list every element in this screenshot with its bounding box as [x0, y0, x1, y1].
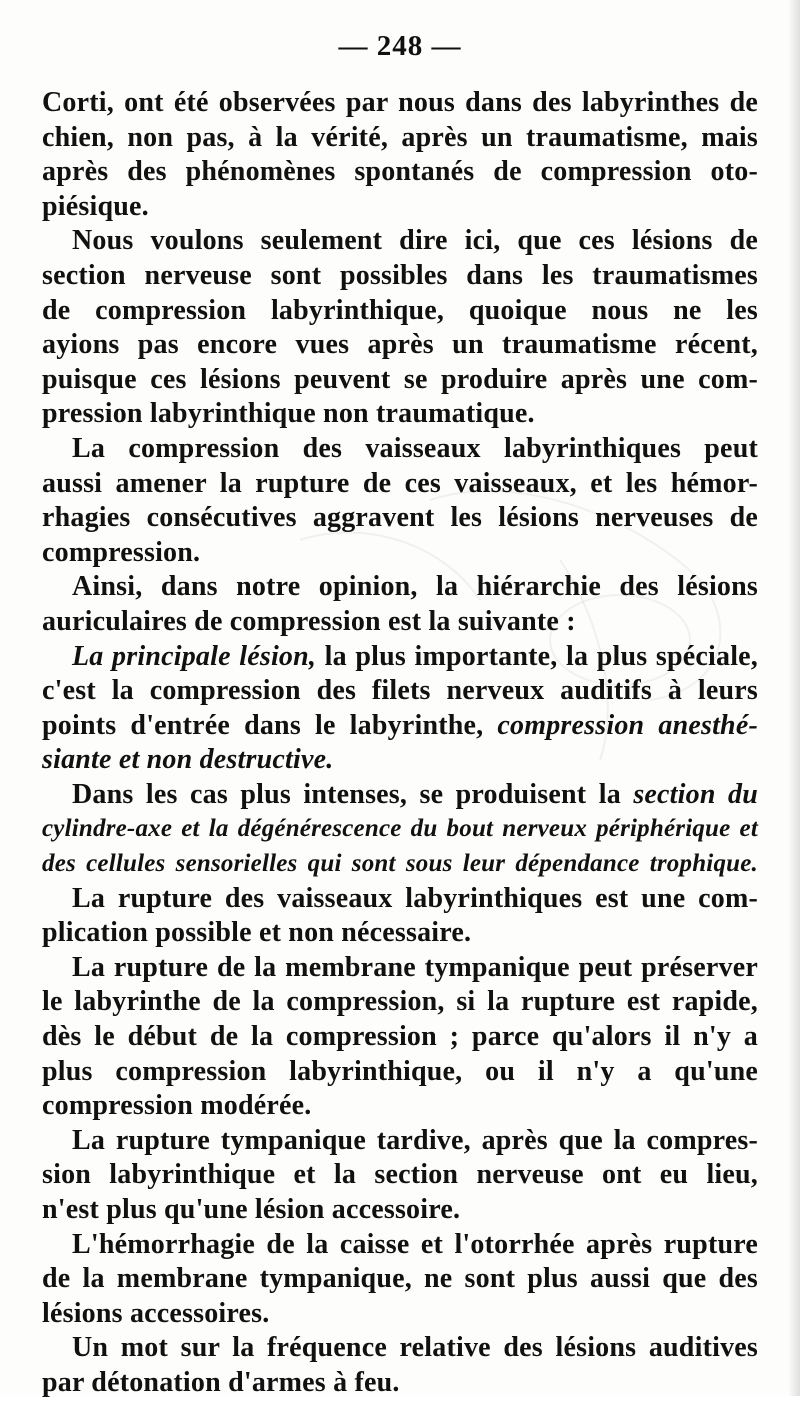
text-line: [42, 743, 758, 778]
italic-phrase: compression anesthé-: [497, 709, 758, 741]
text-line: rhagies consécutives aggravent les lésions nerveuses de: [42, 502, 758, 534]
italic-phrase: La principale lésion,: [72, 640, 317, 672]
text-line: chien, non pas, à la vérité, après un traumatisme, mais: [42, 121, 758, 153]
text-run: la plus importante, la plus spéciale,: [316, 640, 758, 672]
text-line: La compression des vaisseaux labyrinthiques peut: [72, 432, 758, 464]
text-line: dès le début de la compression ; parce qu'alors il n'y a: [42, 1021, 758, 1053]
text-line: Nous voulons seulement dire ici, que ces lésions de: [72, 225, 758, 257]
text-line: de compression labyrinthique, quoique nous ne les: [42, 294, 758, 326]
text-line: c'est la compression des filets nerveux auditifs à leurs: [42, 675, 758, 707]
text-line: par détonation d'armes à feu.: [42, 1366, 400, 1398]
text-line: piésique.: [42, 190, 149, 222]
text-run: points d'entrée dans le labyrinthe,: [42, 709, 498, 741]
text-line: de la membrane tympanique, ne sont plus aussi que des: [42, 1263, 758, 1295]
text-line: le labyrinthe de la compression, si la rupture est rapide,: [42, 986, 758, 1018]
text-line: La rupture de la membrane tympanique peut préserver: [72, 951, 758, 983]
text-line: ayions pas encore vues après un traumatisme récent,: [42, 329, 758, 361]
text-line: lésions accessoires.: [42, 1297, 270, 1329]
text-line: plication possible et non nécessaire.: [42, 917, 472, 949]
text-line: puisque ces lésions peuvent se produire après une com-: [42, 363, 758, 395]
body-text: [42, 86, 758, 1401]
text-line: Un mot sur la fréquence relative des lésions auditives: [72, 1332, 758, 1364]
text-line: plus compression labyrinthique, ou il n'y a qu'une: [42, 1055, 758, 1087]
text-line: Corti, ont été observées par nous dans des labyrinthes de: [42, 87, 758, 118]
text-line: [42, 709, 758, 744]
text-line: [42, 778, 758, 813]
text-line: auriculaires de compression est la suivante :: [42, 605, 576, 637]
text-line: cylindre-axe et la dégénérescence du bout nerveux périphérique et: [42, 815, 758, 843]
text-line: sion labyrinthique et la section nerveuse ont eu lieu,: [42, 1159, 758, 1191]
text-line: pression labyrinthique non traumatique.: [42, 398, 535, 430]
text-line: L'hémorrhagie de la caisse et l'otorrhée après rupture: [72, 1228, 758, 1260]
text-line: des cellules sensorielles qui sont sous leur dépendance trophique.: [42, 850, 758, 878]
text-line: section nerveuse sont possibles dans les traumatismes: [42, 259, 758, 291]
text-line: Ainsi, dans notre opinion, la hiérarchie des lésions: [72, 571, 758, 603]
text-line: compression.: [42, 536, 201, 568]
text-line: La rupture des vaisseaux labyrinthiques est une com-: [72, 882, 758, 914]
page-edge-shadow: [788, 0, 800, 1396]
text-line: n'est plus qu'une lésion accessoire.: [42, 1194, 461, 1225]
text-line: compression modérée.: [42, 1090, 312, 1122]
text-line: après des phénomènes spontanés de compression oto-: [42, 156, 758, 188]
text-line: La rupture tympanique tardive, après que la compres-: [72, 1124, 758, 1156]
italic-phrase: section du: [633, 778, 758, 810]
page-number: — 248 —: [338, 30, 462, 62]
text-run: Dans les cas plus intenses, se produisent la: [72, 778, 634, 810]
text-line: [42, 640, 758, 675]
italic-phrase: siante et non destructive.: [42, 744, 334, 776]
text-line: aussi amener la rupture de ces vaisseaux, et les hémor-: [42, 467, 758, 499]
